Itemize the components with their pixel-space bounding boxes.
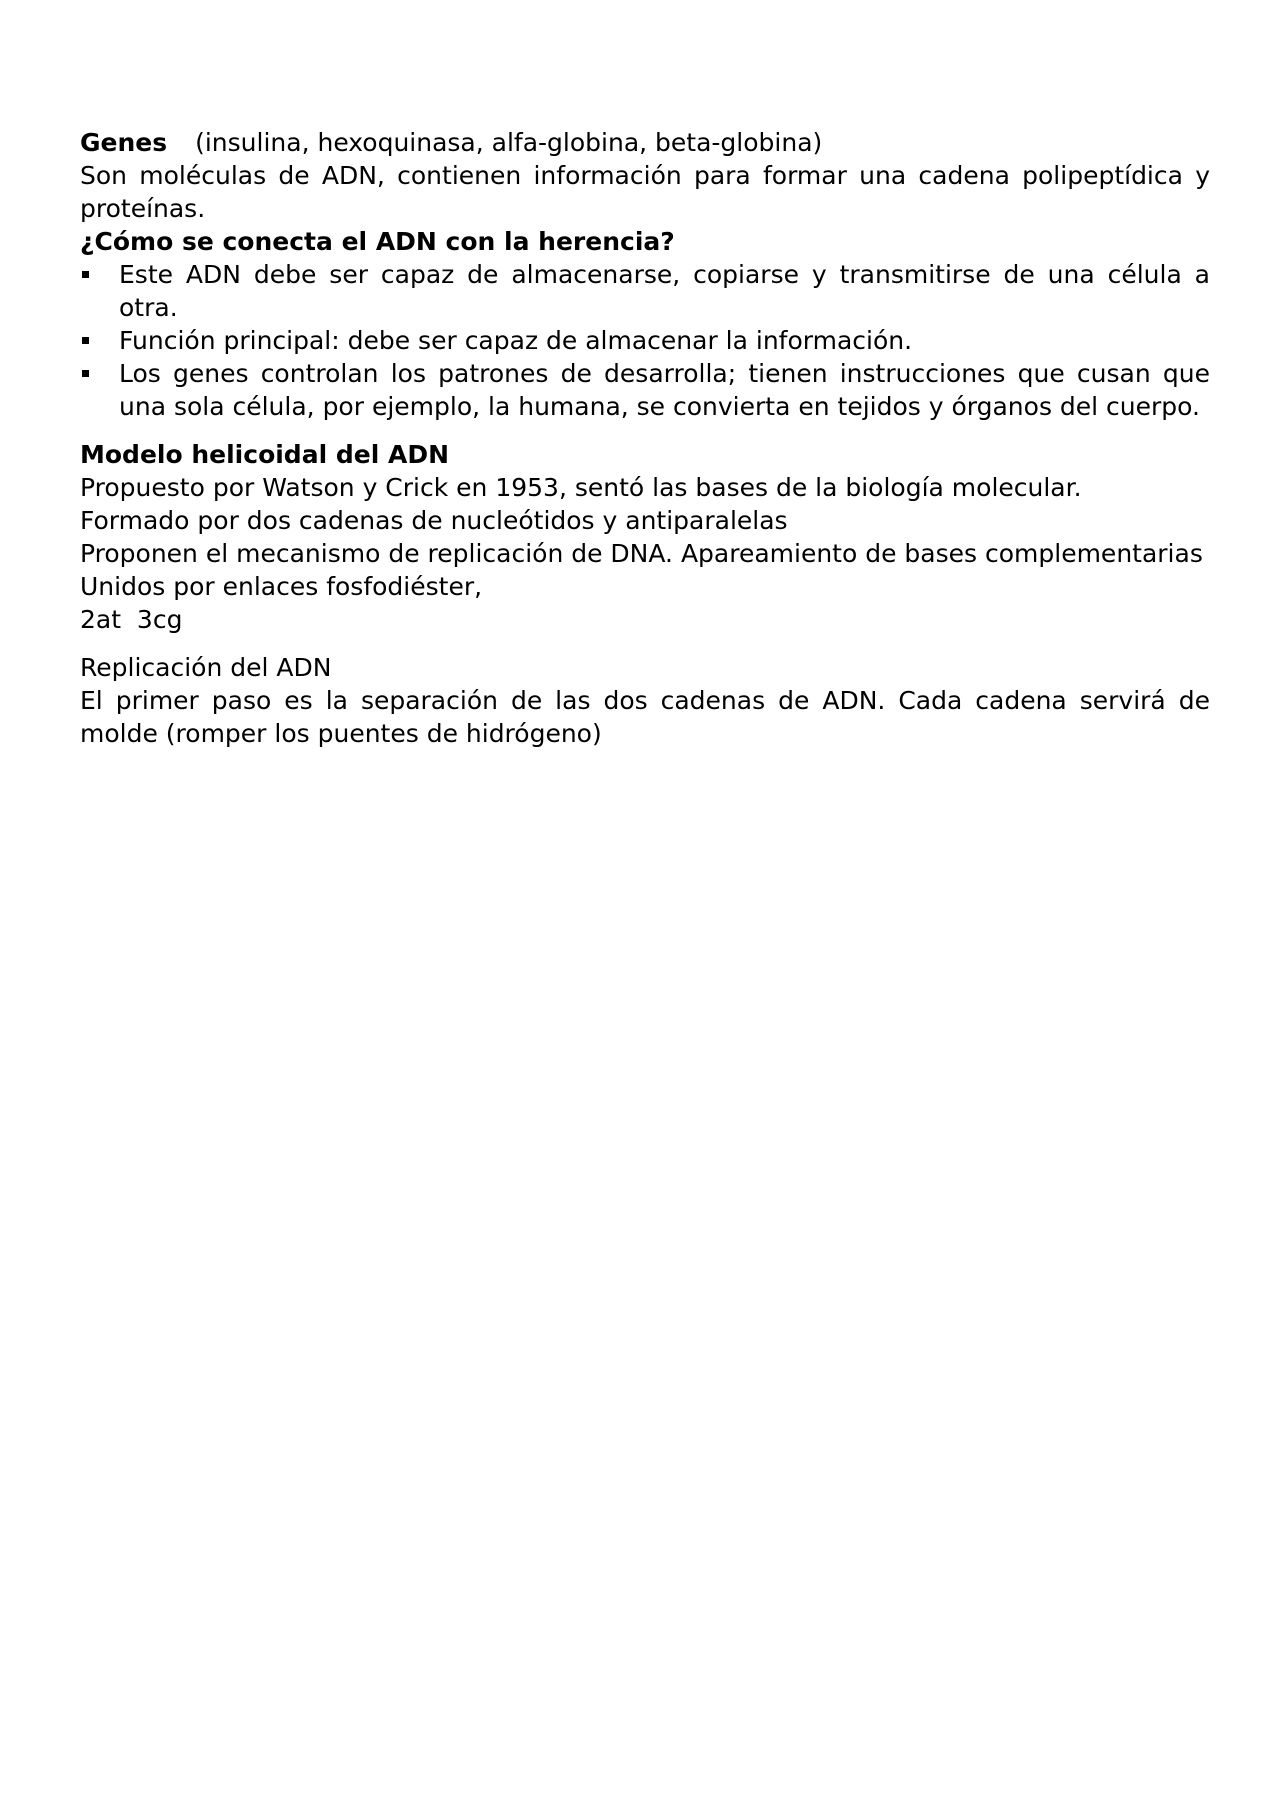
- genes-examples: (insulina, hexoquinasa, alfa-globina, beta-globina): [195, 128, 823, 157]
- replicacion-heading: Replicación del ADN: [80, 653, 332, 682]
- square-bullet-icon: [82, 370, 89, 377]
- square-bullet-icon: [82, 271, 89, 278]
- genes-title: Genes: [80, 128, 168, 157]
- replicacion-text: El primer paso es la separación de las dos cadenas de ADN. Cada cadena servirá de molde (romper los puentes de hidrógeno): [80, 686, 1210, 748]
- document-content: [80, 126, 1210, 750]
- bullet-text: Los genes controlan los patrones de desarrolla; tienen instrucciones que cusan que una sola célula, por ejemplo, la humana, se convierta en tejidos y órganos del cuerpo.: [119, 359, 1210, 421]
- list-item: [80, 324, 1210, 357]
- herencia-bullet-list: [80, 258, 1210, 423]
- herencia-heading: ¿Cómo se conecta el ADN con la herencia?: [80, 227, 675, 256]
- bullet-text: Función principal: debe ser capaz de almacenar la información.: [119, 326, 913, 355]
- modelo-line-cadenas: Formado por dos cadenas de nucleótidos y antiparalelas: [80, 506, 788, 535]
- list-item: [80, 357, 1210, 423]
- modelo-line-bases: 2at 3cg: [80, 605, 183, 634]
- modelo-line-watson-crick: Propuesto por Watson y Crick en 1953, sentó las bases de la biología molecular.: [80, 473, 1082, 502]
- modelo-line-replicacion: Proponen el mecanismo de replicación de DNA. Apareamiento de bases complementarias: [80, 539, 1203, 568]
- square-bullet-icon: [82, 337, 89, 344]
- modelo-line-enlaces: Unidos por enlaces fosfodiéster,: [80, 572, 483, 601]
- genes-line: [80, 126, 1210, 159]
- genes-description: Son moléculas de ADN, contienen información para formar una cadena polipeptídica y proteínas.: [80, 161, 1210, 223]
- modelo-heading: Modelo helicoidal del ADN: [80, 440, 449, 469]
- bullet-text: Este ADN debe ser capaz de almacenarse, copiarse y transmitirse de una célula a otra.: [119, 260, 1210, 322]
- list-item: [80, 258, 1210, 324]
